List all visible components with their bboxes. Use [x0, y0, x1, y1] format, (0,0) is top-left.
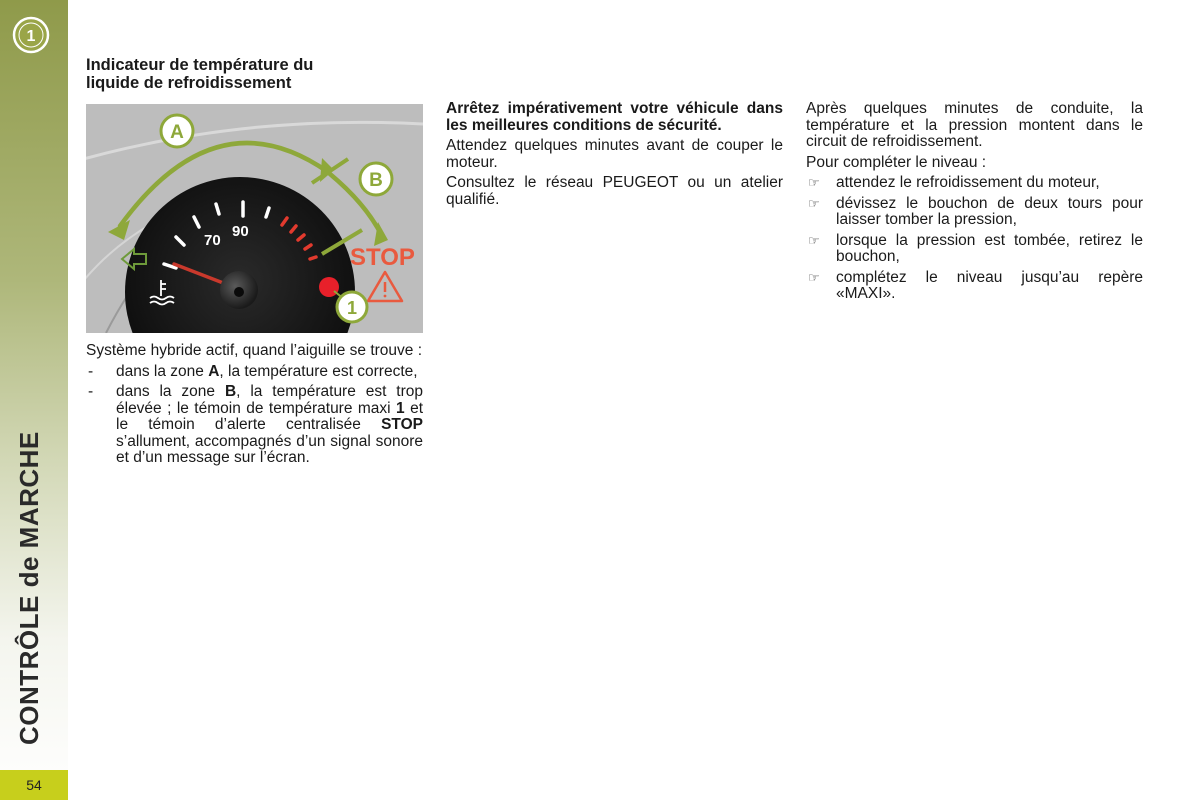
- pointing-hand-icon: ☞: [808, 195, 820, 211]
- pointing-hand-icon: ☞: [808, 232, 820, 248]
- max-temperature-warning-light: [319, 277, 339, 297]
- paragraph-wait: Attendez quelques minutes avant de couper le moteur.: [446, 137, 783, 171]
- stop-warning-label: STOP: [350, 244, 415, 271]
- intro-paragraph: Système hybride actif, quand l’aiguille se trouve :: [86, 342, 423, 359]
- chapter-title: CONTRÔLE de MARCHE: [14, 431, 44, 745]
- page-number: 54: [0, 770, 68, 800]
- gauge-hub-center: [234, 287, 244, 297]
- zone-b-label: B: [369, 170, 383, 191]
- column-2: [446, 101, 783, 212]
- temperature-gauge-illustration: [86, 104, 423, 333]
- tick-label-90: 90: [232, 223, 249, 240]
- tick-label-70: 70: [204, 232, 221, 249]
- chapter-sidebar: [0, 0, 68, 800]
- pointing-hand-icon: ☞: [808, 269, 820, 285]
- pointing-hand-icon: ☞: [808, 175, 820, 190]
- chapter-badge-icon: [12, 16, 50, 54]
- section-heading: [86, 56, 416, 92]
- list-item-zone-b: - dans la zone B, la température est trop élevée ; le témoin de température maxi 1 et le témoin d’alerte centralisée STOP s’allument, accompagnés d’un signal sonore et d’un message sur l’écran.: [86, 384, 423, 467]
- paragraph-topup-intro: Pour compléter le niveau :: [806, 153, 987, 171]
- topup-steps: [806, 175, 1143, 303]
- zone-list: [86, 364, 423, 467]
- callout-1-label: 1: [346, 298, 358, 318]
- heading-line-1: Indicateur de température du: [86, 56, 314, 74]
- list-item: ☞ attendez le refroidissement du moteur,: [808, 174, 1100, 191]
- column-3: [806, 101, 1143, 307]
- paragraph-pressure: Après quelques minutes de conduite, la température et la pression montent dans le circuit de refroidissement.: [806, 100, 1143, 150]
- list-item: ☞ complétez le niveau jusqu’au repère «MAXI».: [808, 268, 1143, 302]
- chapter-number: 1: [26, 28, 36, 45]
- heading-line-2: liquide de refroidissement: [86, 74, 292, 92]
- warning-triangle-icon: [384, 295, 387, 298]
- list-item-zone-a: - dans la zone A, la température est correcte,: [86, 364, 423, 381]
- list-item: ☞ dévissez le bouchon de deux tours pour laisser tomber la pression,: [808, 194, 1143, 228]
- zone-a-label: A: [170, 122, 184, 143]
- list-item: ☞ lorsque la pression est tombée, retirez le bouchon,: [808, 231, 1143, 265]
- paragraph-dealer: Consultez le réseau PEUGEOT ou un atelier qualifié.: [446, 174, 783, 208]
- safety-warning: Arrêtez impérativement votre véhicule dans les meilleures conditions de sécurité.: [446, 100, 783, 134]
- column-1: [86, 343, 423, 471]
